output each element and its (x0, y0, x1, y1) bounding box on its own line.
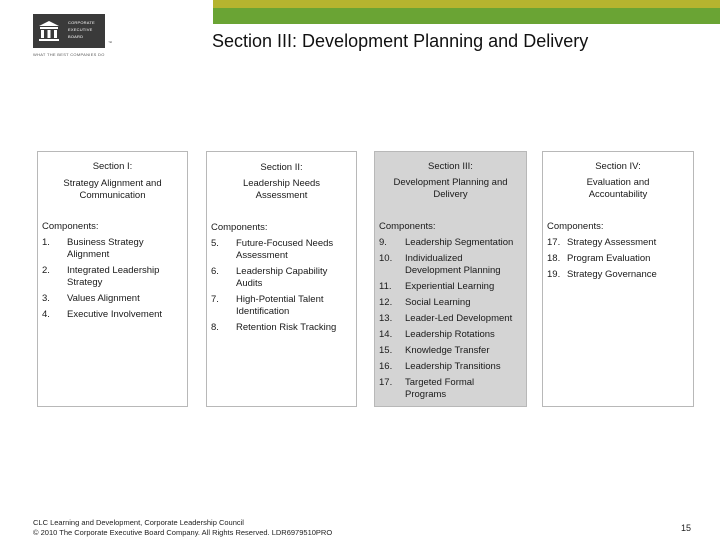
section-name (38, 178, 187, 202)
section-name-line: Communication (79, 190, 146, 201)
component-number: 5. (211, 238, 219, 249)
section-name (543, 177, 693, 201)
component-text-line: Alignment (67, 249, 110, 260)
component-number: 11. (379, 281, 392, 292)
components-label: Components: (42, 221, 99, 232)
logo-line: CORPORATE (68, 20, 95, 25)
component-text (567, 237, 687, 249)
section-number: Section III: (428, 161, 473, 172)
component-text-line: Leadership Capability (236, 266, 328, 277)
footer-source: CLC Learning and Development, Corporate Leadership Council (33, 518, 244, 527)
component-number: 16. (379, 361, 393, 372)
component-number: 1. (42, 237, 50, 248)
component-text-line: Programs (405, 389, 447, 400)
logo-text (68, 19, 95, 40)
component-text-line: Individualized (405, 253, 463, 264)
component-text (567, 253, 687, 265)
logo-line: BOARD (68, 34, 84, 39)
components-label: Components: (547, 221, 604, 232)
section-column-3 (374, 151, 527, 407)
component-text-line: Leader-Led Development (405, 313, 513, 324)
section-name-line: Assessment (255, 190, 308, 201)
component-text (67, 309, 187, 321)
component-number: 14. (379, 329, 393, 340)
component-text (405, 253, 525, 277)
section-name (207, 178, 356, 202)
component-number: 9. (379, 237, 387, 248)
section-name-line: Accountability (588, 189, 648, 200)
section-number: Section I: (92, 161, 133, 172)
components-label: Components: (379, 221, 436, 232)
component-text-line: Identification (236, 306, 290, 317)
component-number: 8. (211, 322, 219, 333)
component-text (405, 313, 525, 325)
component-text-line: Retention Risk Tracking (236, 322, 337, 333)
component-text-line: Integrated Leadership (67, 265, 160, 276)
component-text-line: Social Learning (405, 297, 471, 308)
component-text-line: Assessment (236, 250, 288, 261)
header-accent-bar (213, 8, 720, 24)
component-text-line: Targeted Formal (405, 377, 475, 388)
section-column-1 (37, 151, 188, 407)
section-name (375, 177, 526, 201)
logo-box (33, 14, 105, 48)
component-text-line: Business Strategy (67, 237, 144, 248)
component-text-line: Audits (236, 278, 263, 289)
page-title: Section III: Development Planning and Delivery (212, 31, 589, 51)
component-text (236, 238, 356, 262)
component-number: 19. (547, 269, 561, 280)
component-text-line: Development Planning (405, 265, 501, 276)
logo-tagline: WHAT THE BEST COMPANIES DO (33, 52, 105, 57)
component-text-line: Executive Involvement (67, 309, 163, 320)
footer (33, 518, 332, 538)
component-text-line: Future-Focused Needs (236, 238, 334, 249)
component-number: 17. (379, 377, 393, 388)
component-text-line: Strategy Governance (567, 269, 657, 280)
component-text (405, 329, 525, 341)
component-text-line: Program Evaluation (567, 253, 651, 264)
component-text (67, 265, 187, 289)
component-number: 6. (211, 266, 219, 277)
section-name-line: Delivery (433, 189, 468, 200)
components-label: Components: (211, 222, 268, 233)
component-number: 2. (42, 265, 50, 276)
component-text (236, 294, 356, 318)
component-text (405, 237, 525, 249)
component-text (67, 293, 187, 305)
component-text (405, 361, 525, 373)
component-number: 15. (379, 345, 393, 356)
header-accent-bar-top (213, 0, 720, 8)
section-number: Section IV: (595, 161, 641, 172)
component-text (405, 281, 525, 293)
section-name-line: Leadership Needs (242, 178, 321, 189)
section-number: Section II: (260, 162, 303, 173)
component-number: 18. (547, 253, 561, 264)
component-text (567, 269, 687, 281)
component-text-line: Strategy Assessment (567, 237, 657, 248)
component-text-line: Leadership Segmentation (405, 237, 514, 248)
component-text-line: High-Potential Talent (236, 294, 324, 305)
component-text-line: Knowledge Transfer (405, 345, 490, 356)
component-text-line: Strategy (67, 277, 103, 288)
section-column-4 (542, 151, 694, 407)
section-name-line: Strategy Alignment and (63, 178, 162, 189)
logo-line: EXECUTIVE (68, 27, 93, 32)
component-number: 17. (547, 237, 561, 248)
section-column-2 (206, 151, 357, 407)
component-text (405, 345, 525, 357)
company-logo (33, 14, 113, 48)
component-text-line: Values Alignment (67, 293, 140, 304)
component-number: 12. (379, 297, 393, 308)
trademark-symbol: ™ (108, 40, 112, 45)
component-text-line: Leadership Rotations (405, 329, 495, 340)
section-name-line: Development Planning and (393, 177, 508, 188)
section-name-line: Evaluation and (586, 177, 650, 188)
component-number: 10. (379, 253, 393, 264)
footer-copyright: © 2010 The Corporate Executive Board Company. All Rights Reserved. LDR6979510PRO (33, 528, 333, 537)
component-number: 3. (42, 293, 50, 304)
component-number: 13. (379, 313, 393, 324)
component-number: 7. (211, 294, 219, 305)
component-number: 4. (42, 309, 50, 320)
component-text-line: Experiential Learning (405, 281, 495, 292)
page-number: 15 (681, 523, 692, 533)
component-text (236, 266, 356, 290)
component-text (67, 237, 187, 261)
component-text (405, 377, 525, 401)
building-icon (37, 19, 61, 43)
component-text (236, 322, 356, 334)
component-text (405, 297, 525, 309)
component-text-line: Leadership Transitions (405, 361, 501, 372)
